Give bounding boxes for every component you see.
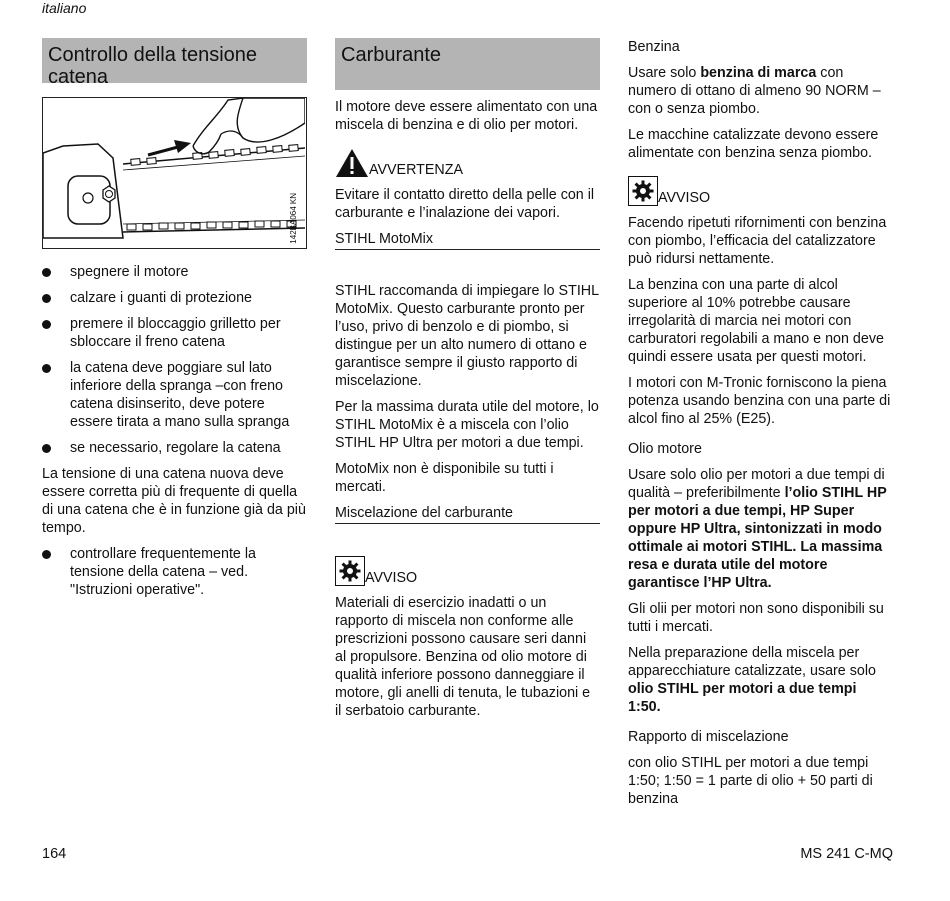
notice-label: AVVISO: [365, 570, 418, 586]
paragraph: Per la massima durata utile del motore, lo STIHL MotoMix è a miscela con l’olio STIHL HP Ultra per motori a due tempi.: [335, 399, 599, 451]
notice-box: [628, 176, 893, 206]
bold-text: l’olio STIHL HP per motori a due tempi, HP Super oppure HP Ultra, sintonizzati in modo ottimale ai motori STIHL. La massima resa e durata utile del motore garantisce l’HP Ultra.: [628, 485, 887, 591]
warning-notice: [335, 148, 600, 178]
notice-box: [335, 556, 600, 586]
gear-icon: [628, 176, 658, 206]
paragraph: Usare solo benzina di marca con numero di ottano di almeno 90 NORM – con o senza piombo.: [628, 65, 881, 117]
list-item: controllare frequentemente la tensione della catena – ved. "Istruzioni operative".: [42, 545, 307, 599]
chain-bar-drawing: [43, 98, 305, 247]
paragraph: La tensione di una catena nuova deve essere corretta più di frequente di quella di una catena che è in funzione già da più tempo.: [42, 466, 306, 536]
gear-icon: [335, 556, 365, 586]
column-fuel: [335, 38, 600, 728]
list-item: spegnere il motore: [42, 263, 307, 281]
model-name: MS 241 C-MQ: [800, 846, 893, 862]
paragraph: Le macchine catalizzate devono essere alimentate con benzina senza piombo.: [628, 127, 879, 161]
column-chain-tension: [42, 38, 307, 607]
section-heading-chain-tension: Controllo della tensione catena: [42, 38, 307, 83]
warning-label: AVVERTENZA: [369, 162, 464, 178]
subheading-rapporto: Rapporto di miscelazione: [628, 729, 789, 745]
subheading-fuel-mixing: Miscelazione del carburante: [335, 504, 600, 524]
paragraph: Gli olii per motori non sono disponibili su tutti i mercati.: [628, 601, 884, 635]
list-item: la catena deve poggiare sul lato inferiore della spranga –con freno catena disinserito, deve potere essere tirata a mano sulla spranga: [42, 359, 307, 431]
paragraph: STIHL raccomanda di impiegare lo STIHL MotoMix. Questo carburante pronto per l’uso, privo di benzolo e di piombo, si distingue per un alto numero di ottano e garantisce sempre il giusto rapporto di miscelazione.: [335, 283, 599, 389]
paragraph: Usare solo olio per motori a due tempi di qualità – preferibilmente l’olio STIHL HP per motori a due tempi, HP Super oppure HP Ultra, sintonizzati in modo ottimale ai motori STIHL. La massima resa e durata utile del motore garantisce l’HP Ultra.: [628, 467, 887, 591]
paragraph: MotoMix non è disponibile su tutti i mercati.: [335, 461, 554, 495]
chain-steps-list: [42, 263, 307, 457]
bold-text: olio STIHL per motori a due tempi 1:50.: [628, 681, 857, 715]
chain-check-list: [42, 545, 307, 599]
bold-text: benzina di marca: [700, 65, 817, 81]
chain-tension-illustration: [42, 97, 307, 249]
language-label: italiano: [42, 0, 87, 16]
list-item: premere il bloccaggio grilletto per sbloccare il freno catena: [42, 315, 307, 351]
subheading-benzina: Benzina: [628, 39, 680, 55]
subheading-motomix: STIHL MotoMix: [335, 230, 600, 250]
page-number: 164: [42, 846, 67, 862]
subheading-olio-motore: Olio motore: [628, 441, 702, 457]
warning-triangle-icon: [335, 148, 369, 178]
paragraph: Facendo ripetuti rifornimenti con benzina con piombo, l’efficacia del catalizzatore può ridursi nettamente.: [628, 215, 887, 267]
section-heading-fuel: Carburante: [335, 38, 600, 90]
column-petrol-oil: [628, 38, 893, 816]
paragraph: Nella preparazione della miscela per apparecchiature catalizzate, usare solo olio STIHL per motori a due tempi 1:50.: [628, 645, 876, 715]
paragraph: con olio STIHL per motori a due tempi 1:50; 1:50 = 1 parte di olio + 50 parti di benzina: [628, 755, 873, 807]
paragraph: Materiali di esercizio inadatti o un rapporto di miscela non conforme alle prescrizioni possono causare seri danni al propulsore. Benzina od olio motore di qualità inferiore possono danneggiare il motore, gli anelli di tenuta, le tubazioni e il serbatoio carburante.: [335, 595, 591, 719]
illustration-code: 142BA064 KN: [289, 193, 298, 244]
list-item: se necessario, regolare la catena: [42, 439, 307, 457]
notice-label: AVVISO: [658, 190, 711, 206]
paragraph: Evitare il contatto diretto della pelle con il carburante e l’inalazione dei vapori.: [335, 187, 595, 221]
list-item: calzare i guanti di protezione: [42, 289, 307, 307]
paragraph: La benzina con una parte di alcol superiore al 10% potrebbe causare irregolarità di marcia nei motori con carburatori regolabili a mano e non deve quindi essere usata per questi motori.: [628, 277, 884, 365]
paragraph: Il motore deve essere alimentato con una miscela di benzina e di olio per motori.: [335, 99, 598, 133]
paragraph: I motori con M-Tronic forniscono la piena potenza usando benzina con una parte di alcol fino al 25% (E25).: [628, 375, 891, 427]
